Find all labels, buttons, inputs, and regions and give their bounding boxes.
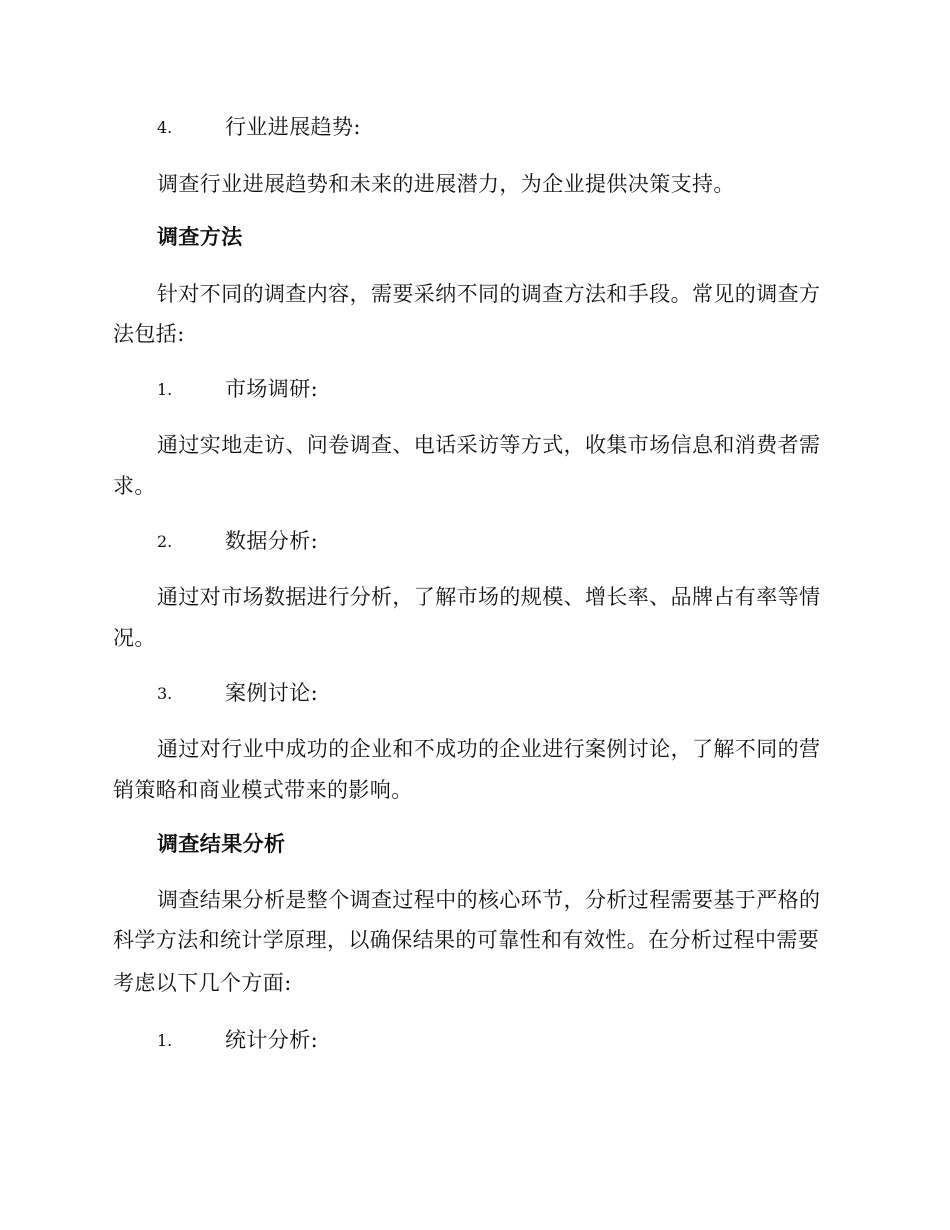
paragraph-line: 调查结果分析是整个调查过程中的核心环节，分析过程需要基于严格的	[157, 888, 821, 912]
paragraph-line: 通过对行业中成功的企业和不成功的企业进行案例讨论，了解不同的营	[157, 737, 821, 761]
paragraph-line: 通过实地走访、问卷调查、电话采访等方式，收集市场信息和消费者需	[157, 433, 821, 457]
paragraph-line: 况。	[113, 626, 156, 650]
section-heading: 调查方法	[157, 224, 243, 249]
paragraph-line: 销策略和商业模式带来的影响。	[113, 778, 413, 802]
list-number: 2.	[157, 532, 173, 551]
list-item-label: 数据分析:	[225, 529, 319, 553]
list-item-label: 案例讨论:	[225, 681, 319, 705]
section-heading: 调查结果分析	[157, 831, 286, 856]
list-number: 3.	[157, 684, 173, 703]
list-number: 4.	[157, 118, 173, 137]
paragraph-line: 调查行业进展趋势和未来的进展潜力，为企业提供决策支持。	[157, 172, 735, 196]
paragraph-line: 求。	[113, 474, 156, 498]
list-number: 1.	[157, 1031, 173, 1050]
paragraph-line: 科学方法和统计学原理，以确保结果的可靠性和有效性。在分析过程中需要	[113, 928, 820, 952]
paragraph-line: 针对不同的调查内容，需要采纳不同的调查方法和手段。常见的调查方	[157, 282, 821, 306]
paragraph-line: 考虑以下几个方面:	[113, 971, 292, 995]
list-number: 1.	[157, 380, 173, 399]
list-item-label: 行业进展趋势:	[225, 115, 361, 139]
list-item-label: 市场调研:	[225, 377, 319, 401]
list-item-label: 统计分析:	[225, 1028, 319, 1052]
paragraph-line: 法包括:	[113, 322, 185, 346]
paragraph-line: 通过对市场数据进行分析，了解市场的规模、增长率、品牌占有率等情	[157, 585, 821, 609]
